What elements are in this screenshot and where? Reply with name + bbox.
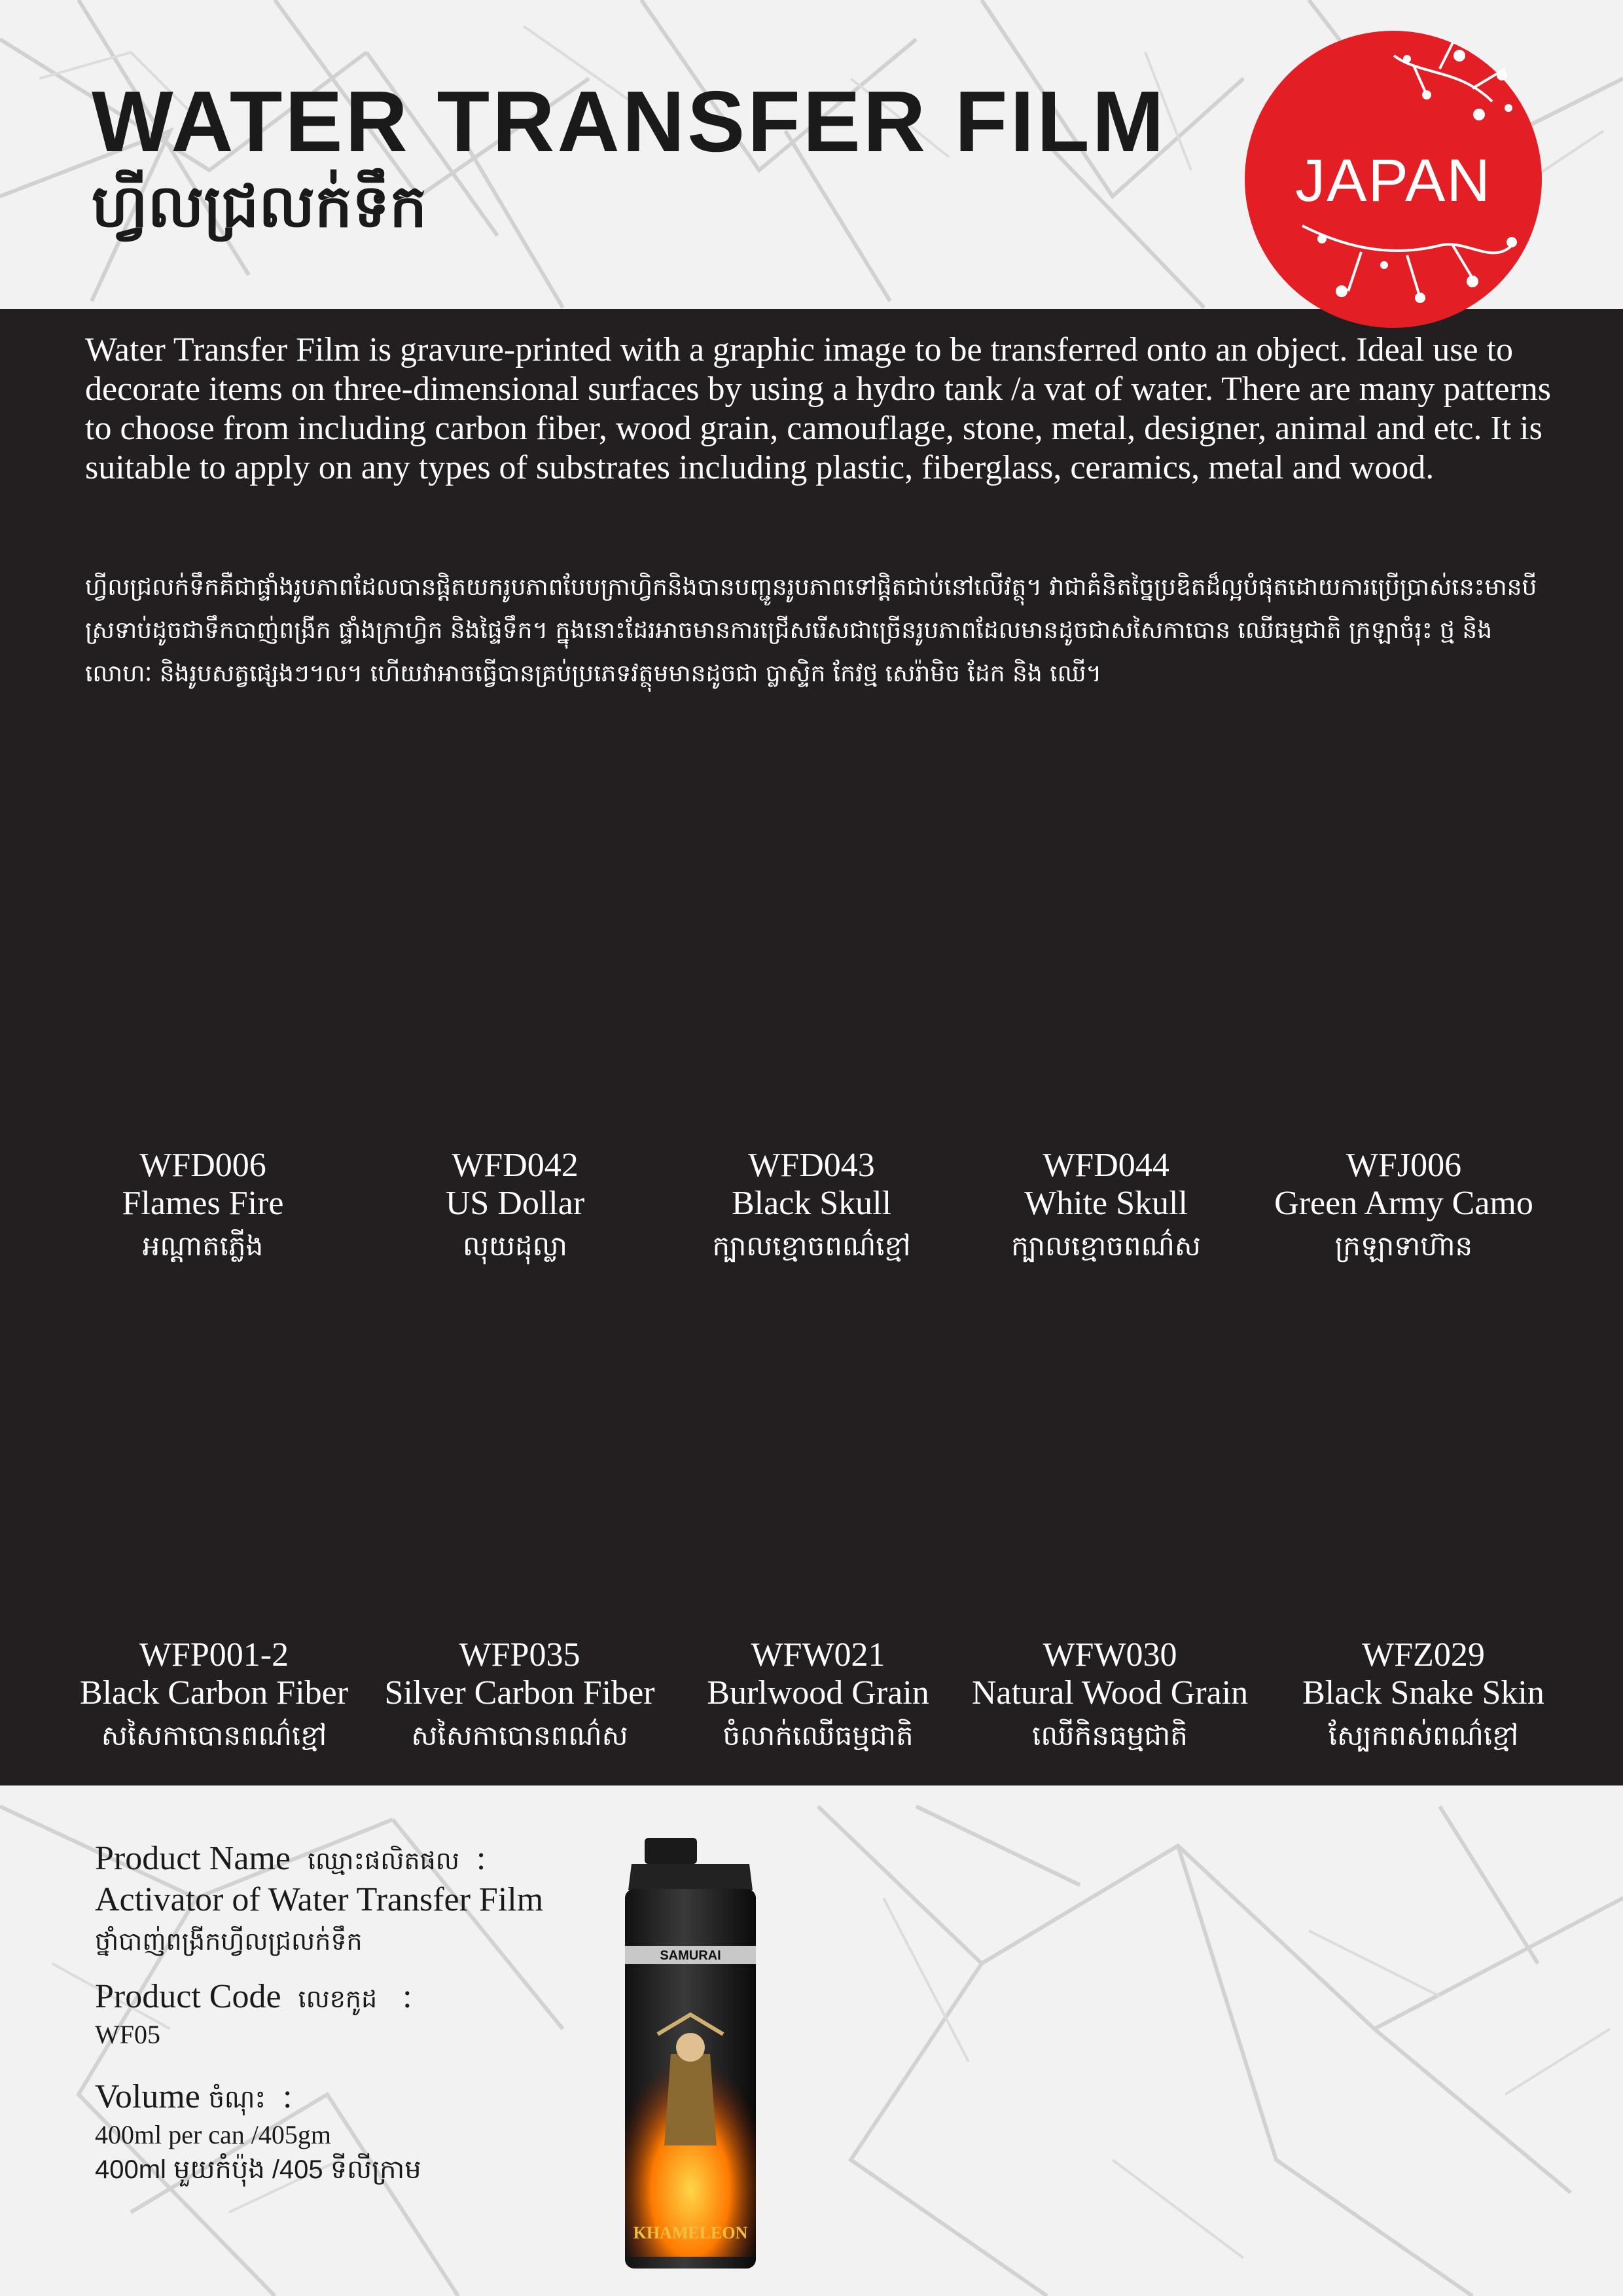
- activator-volume: 400ml per can /405gm: [95, 2120, 332, 2149]
- page-title-khmer: ហ្វីលជ្រលក់ទឹក: [92, 172, 427, 241]
- product-name: Natural Wood Grain: [971, 1674, 1249, 1712]
- product-name-khmer: សសៃកាបោនពណ៌ខ្មៅ: [101, 1719, 327, 1751]
- product-name-khmer: ក្បាលខ្មោចពណ៌ស: [1011, 1230, 1201, 1262]
- caption-flames-fire: [52, 1147, 353, 1270]
- product-name: US Dollar: [445, 1185, 585, 1222]
- volume-label: Volume ចំណុះ :: [95, 2078, 293, 2115]
- product-name: White Skull: [1024, 1185, 1188, 1222]
- product-name: Silver Carbon Fiber: [384, 1674, 655, 1712]
- dark-info-band: [0, 309, 1623, 1785]
- product-name: Black Carbon Fiber: [79, 1674, 349, 1712]
- product-code-label: Product Code លេខកូដ :: [95, 1978, 412, 2015]
- product-name: Black Snake Skin: [1302, 1674, 1544, 1712]
- caption-black-snake-skin: [1273, 1636, 1574, 1759]
- caption-silver-carbon-fiber: [369, 1636, 670, 1759]
- product-name-khmer: ស្បែកពស់ពណ៌ខ្មៅ: [1328, 1719, 1519, 1751]
- product-code: WFD006: [139, 1147, 266, 1184]
- product-code: WFW030: [1043, 1636, 1177, 1674]
- intro-text-khmer: ហ្វីលជ្រលក់ទឹកគឺជាផ្ទាំងរូបភាពដែលបានផ្ដិតយករូបភាពបែបក្រាហ្វិកនិងបានបញ្ជូនរូបភាពទៅផ្ដិតជាប់នៅលើវត្ថុ។ វាជាគំនិតច្នៃប្រឌិតដ៏ល្អបំផុតដោយការប្រើប្រាស់នេះមានបីស្រទាប់ដូចជាទឹកបាញ់ពង្រីក ផ្ទាំងក្រាហ្វិក និងផ្ទៃទឹក។ ក្នុងនោះដែរអាចមានការជ្រើសរើសជាច្រើនរូបភាពដែលមានដូចជាសសៃកាបោន ឈើធម្មជាតិ ក្រឡាចំរុះ ថ្ម និង លោហៈ និងរូបសត្វផ្សេងៗ។ល។ ហើយវាអាចធ្វើបានគ្រប់ប្រភេទវត្ថុមមានដូចជា ប្លាស្ទិក កែវថ្ម សេរ៉ាមិច ដែក និង ឈើ។: [85, 574, 1537, 687]
- activator-product-name: Activator of Water Transfer Film: [95, 1881, 544, 1918]
- spray-can-image: [618, 1838, 762, 2276]
- product-code: WFD044: [1043, 1147, 1169, 1184]
- caption-green-army-camo: [1253, 1147, 1554, 1270]
- product-name-khmer: ក្បាលខ្មោចពណ៌ខ្មៅ: [712, 1230, 911, 1262]
- caption-white-skull: [955, 1147, 1257, 1270]
- product-code: WFD042: [452, 1147, 579, 1184]
- activator-volume-khmer: 400ml មួយកំប៉ុង /405 ទីលីក្រាម: [95, 2155, 421, 2184]
- product-name: Burlwood Grain: [707, 1674, 929, 1712]
- product-code: WFD043: [748, 1147, 875, 1184]
- can-brand: SAMURAI: [660, 1948, 721, 1963]
- product-name: Green Army Camo: [1274, 1185, 1533, 1222]
- activator-product-name-khmer: ថ្នាំបាញ់ពង្រីកហ្វីលជ្រលក់ទឹក: [95, 1927, 363, 1956]
- page-title: WATER TRANSFER FILM: [92, 73, 1167, 170]
- product-code: WFP035: [459, 1636, 580, 1674]
- product-name-khmer: ចំលាក់ឈើធម្មជាតិ: [722, 1719, 914, 1751]
- caption-black-skull: [661, 1147, 962, 1270]
- caption-natural-wood-grain: [959, 1636, 1260, 1759]
- activator-info: [95, 1839, 543, 2188]
- product-name-khmer: ក្រឡាទាហ៊ាន: [1334, 1230, 1473, 1262]
- japan-badge-logo: [1243, 29, 1543, 329]
- activator-product-code: WF05: [95, 2020, 160, 2049]
- product-code: WFW021: [751, 1636, 885, 1674]
- product-code: WFZ029: [1362, 1636, 1485, 1674]
- product-code: WFJ006: [1346, 1147, 1462, 1184]
- product-name-label: Product Name ឈ្មោះផលិតផល :: [95, 1840, 486, 1877]
- caption-black-carbon-fiber: [63, 1636, 365, 1759]
- product-name: Black Skull: [731, 1185, 892, 1222]
- product-name-khmer: សសៃកាបោនពណ៌ស: [411, 1719, 628, 1751]
- product-code: WFP001-2: [139, 1636, 289, 1674]
- badge-label: JAPAN: [1295, 147, 1491, 214]
- product-name-khmer: ឈើកិនធម្មជាតិ: [1032, 1719, 1188, 1751]
- product-name: Flames Fire: [122, 1185, 284, 1222]
- caption-burlwood-grain: [668, 1636, 969, 1759]
- product-name-khmer: លុយដុល្លា: [463, 1230, 567, 1262]
- can-label: KHAMELEON: [633, 2223, 748, 2242]
- caption-us-dollar: [365, 1147, 666, 1270]
- intro-text-english: Water Transfer Film is gravure-printed with a graphic image to be transferred onto an object. Ideal use to decorate items on three-dimensional surfaces by using a hydro tank /a vat of water. There are many patterns to choose from including carbon fiber, wood grain, camouflage, stone, metal, designer, animal and etc. It is suitable to apply on any types of substrates including plastic, fiberglass, ceramics, metal and wood.: [85, 331, 1552, 486]
- product-name-khmer: អណ្ដាតភ្លើង: [142, 1230, 264, 1262]
